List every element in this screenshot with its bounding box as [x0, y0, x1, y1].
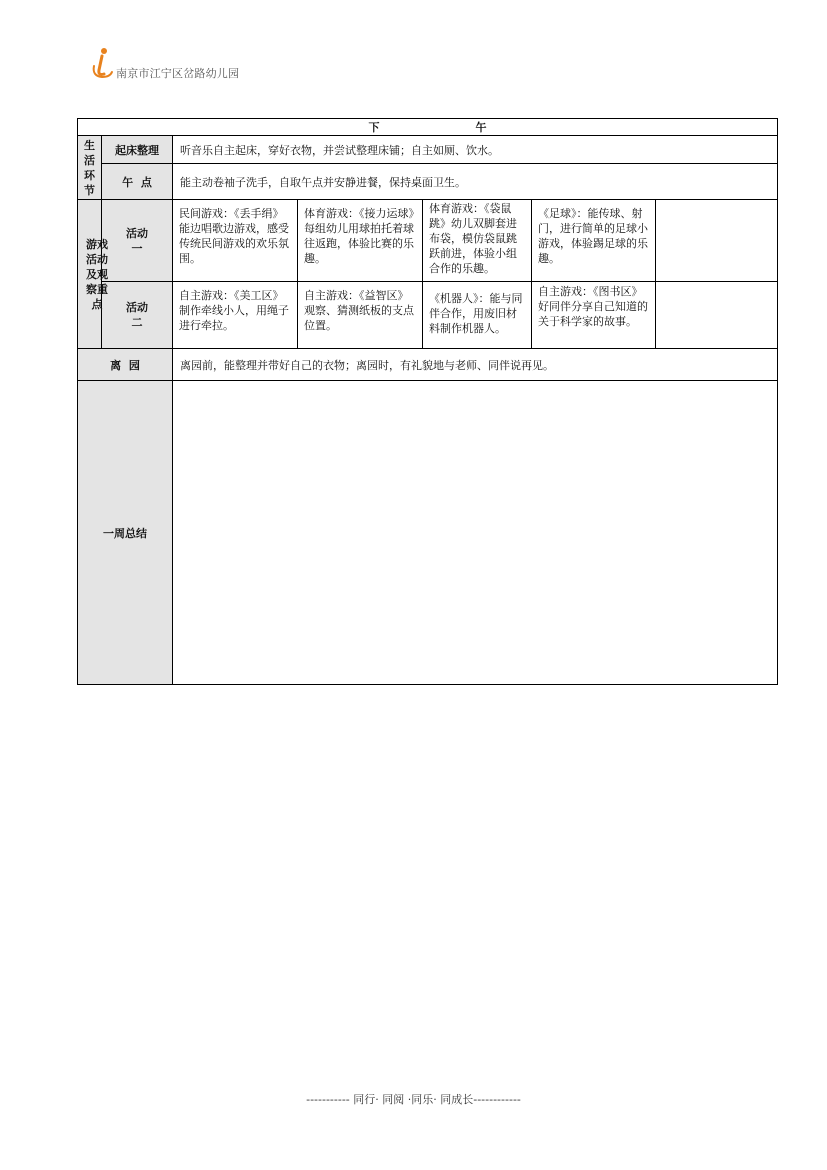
snack-content: 能主动卷袖子洗手，自取午点并安静进餐，保持桌面卫生。 [173, 164, 778, 200]
activity-two-label-text: 活动二 [126, 301, 148, 329]
activity-two-cell: 自主游戏：《美工区》制作牵线小人，用绳子进行牵拉。 [173, 282, 298, 349]
activity-two-cell: 自主游戏：《益智区》观察、猜测纸板的支点位置。 [298, 282, 423, 349]
life-section-label-text: 生活环节 [84, 138, 95, 197]
activity-two-cell: 《机器人》：能与同伴合作，用废旧材料制作机器人。 [423, 282, 532, 349]
page-footer: ----------- 同行· 同阅 ·同乐· 同成长------------ [306, 1093, 521, 1106]
life-section-label [78, 136, 102, 200]
kindergarten-logo-icon [90, 46, 116, 80]
activity-one-label [102, 200, 173, 282]
activity-two-cell [656, 282, 778, 349]
afternoon-header: 下午 [78, 119, 778, 136]
school-name: 南京市江宁区岔路幼儿园 [116, 67, 240, 80]
activity-one-label-text: 活动一 [126, 226, 148, 255]
activity-one-cell: 《足球》：能传球、射门，进行简单的足球小游戏，体验踢足球的乐趣。 [532, 200, 656, 282]
activity-one-cell: 民间游戏：《丢手绢》能边唱歌边游戏，感受传统民间游戏的欢乐氛围。 [173, 200, 298, 282]
activity-one-cell: 体育游戏：《袋鼠跳》幼儿双脚套进布袋，模仿袋鼠跳跃前进，体验小组合作的乐趣。 [423, 200, 532, 282]
leave-content: 离园前，能整理并带好自己的衣物；离园时，有礼貌地与老师、同伴说再见。 [173, 349, 778, 381]
wake-up-content: 听音乐自主起床，穿好衣物，并尝试整理床铺；自主如厕、饮水。 [173, 136, 778, 164]
weekly-plan-table [77, 118, 778, 685]
game-section-label-text: 游戏活动及观察重点 [86, 237, 108, 311]
activity-one-cell [656, 200, 778, 282]
game-section-label [78, 200, 108, 349]
leave-label: 离 园 [78, 349, 173, 381]
weekly-summary-label: 一周总结 [78, 381, 173, 685]
school-logo [90, 46, 290, 82]
activity-two-cell: 自主游戏：《图书区》好同伴分享自己知道的关于科学家的故事。 [532, 282, 656, 349]
weekly-summary-content [173, 381, 778, 685]
wake-up-label: 起床整理 [102, 136, 173, 164]
snack-label: 午 点 [102, 164, 173, 200]
activity-two-label [102, 282, 173, 349]
activity-one-cell: 体育游戏：《接力运球》每组幼儿用球拍托着球往返跑，体验比赛的乐趣。 [298, 200, 423, 282]
